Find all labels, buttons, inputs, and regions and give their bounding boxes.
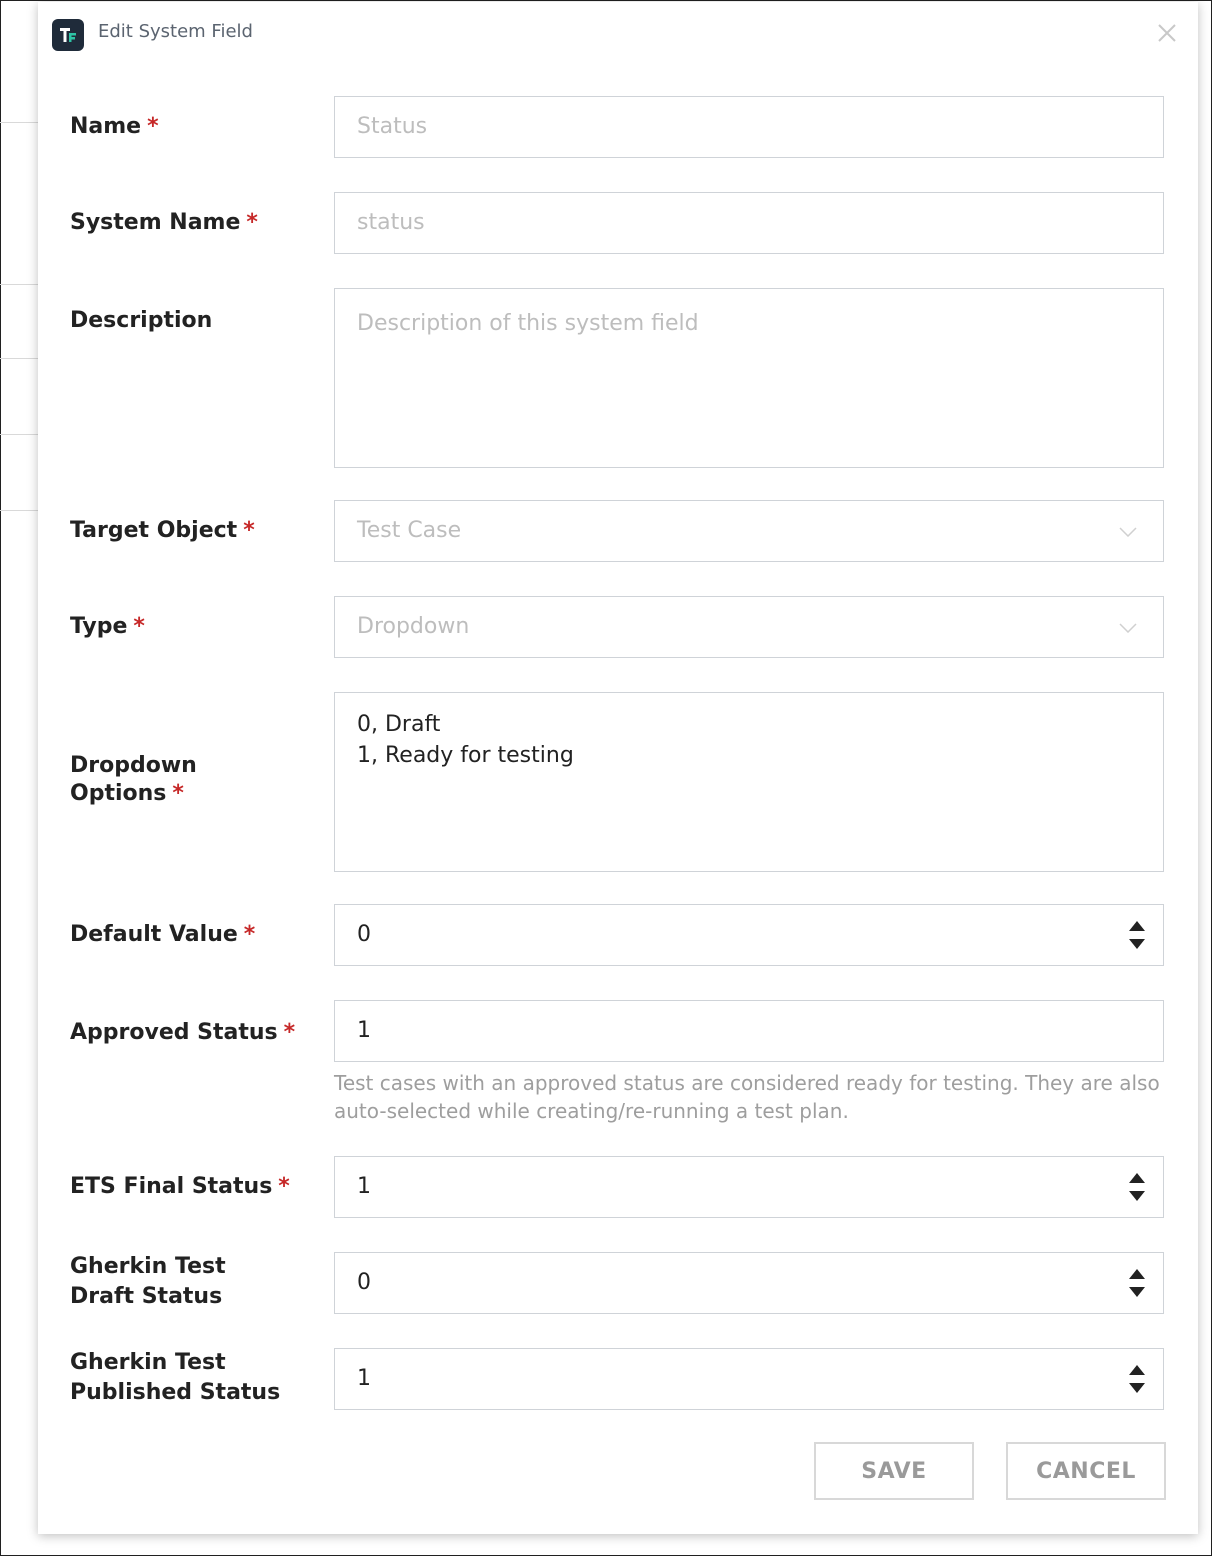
target-object-select[interactable] [334,500,1164,562]
system-name-value: status [357,210,425,235]
description-label-text: Description [70,308,213,333]
required-marker: * [243,518,255,543]
type-value: Dropdown [357,614,470,639]
gherkin-draft-status-label-line2: Draft Status [70,1284,223,1309]
background-divider [0,358,40,359]
required-marker: * [246,210,258,235]
gherkin-published-status-label-line2: Published Status [70,1380,281,1405]
required-marker: * [133,614,145,639]
dropdown-options-label-line1: Dropdown [70,753,197,778]
ets-final-status-value: 1 [357,1174,371,1199]
ets-final-status-stepper[interactable] [334,1156,1164,1218]
description-label [70,306,310,336]
gherkin-published-status-label-line1: Gherkin Test [70,1350,226,1375]
gherkin-published-status-stepper[interactable] [334,1348,1164,1410]
dropdown-options-value: 0, Draft 1, Ready for testing [357,712,574,768]
gherkin-draft-status-label-line1: Gherkin Test [70,1254,226,1279]
required-marker: * [278,1174,290,1199]
default-value-label [70,920,310,950]
default-value-value: 0 [357,922,371,947]
gherkin-published-status-value: 1 [357,1366,371,1391]
background-divider [0,510,40,511]
app-logo-icon [52,19,84,51]
type-label-text: Type [70,614,128,639]
required-marker: * [172,781,184,806]
dialog-header [38,2,1198,64]
system-name-label [70,208,310,238]
approved-status-label-text: Approved Status [70,1020,278,1045]
chevron-down-icon [1119,623,1137,633]
dropdown-options-label-line2: Options [70,781,167,806]
target-object-value: Test Case [357,518,462,543]
dropdown-options-label [70,752,310,808]
required-marker: * [243,922,256,947]
background-divider [0,284,40,285]
spinner-arrows-icon[interactable] [1127,1267,1147,1299]
approved-status-label [70,1018,310,1048]
gherkin-published-status-label [70,1348,310,1408]
spinner-arrows-icon[interactable] [1127,1363,1147,1395]
name-label [70,112,310,142]
gherkin-draft-status-value: 0 [357,1270,371,1295]
approved-status-value: 1 [357,1018,371,1043]
gherkin-draft-status-label [70,1252,310,1312]
type-select[interactable] [334,596,1164,658]
name-field[interactable] [334,96,1164,158]
background-divider [0,122,40,123]
close-icon[interactable] [1154,20,1180,46]
dialog-title: Edit System Field [98,21,253,42]
ets-final-status-label-text: ETS Final Status [70,1174,273,1199]
edit-system-field-dialog [38,2,1198,1534]
default-value-label-text: Default Value [70,922,238,947]
system-name-label-text: System Name [70,210,241,235]
required-marker: * [147,114,159,139]
approved-status-help-text: Test cases with an approved status are considered ready for testing. They are also auto-selected while creating/re-running a test plan. [334,1071,1160,1123]
save-button[interactable]: SAVE [814,1442,974,1500]
dropdown-options-textarea[interactable] [334,692,1164,872]
system-name-field[interactable] [334,192,1164,254]
spinner-arrows-icon[interactable] [1127,919,1147,951]
background-divider [0,434,40,435]
required-marker: * [283,1020,296,1045]
description-textarea[interactable] [334,288,1164,468]
default-value-stepper[interactable] [334,904,1164,966]
spinner-arrows-icon[interactable] [1127,1171,1147,1203]
gherkin-draft-status-stepper[interactable] [334,1252,1164,1314]
name-label-text: Name [70,114,142,139]
description-placeholder: Description of this system field [357,311,699,336]
chevron-down-icon [1119,527,1137,537]
cancel-button[interactable]: CANCEL [1006,1442,1166,1500]
name-value: Status [357,114,428,139]
target-object-label [70,516,310,546]
type-label [70,612,310,642]
target-object-label-text: Target Object [70,518,238,543]
approved-status-field[interactable] [334,1000,1164,1062]
ets-final-status-label [70,1172,310,1202]
